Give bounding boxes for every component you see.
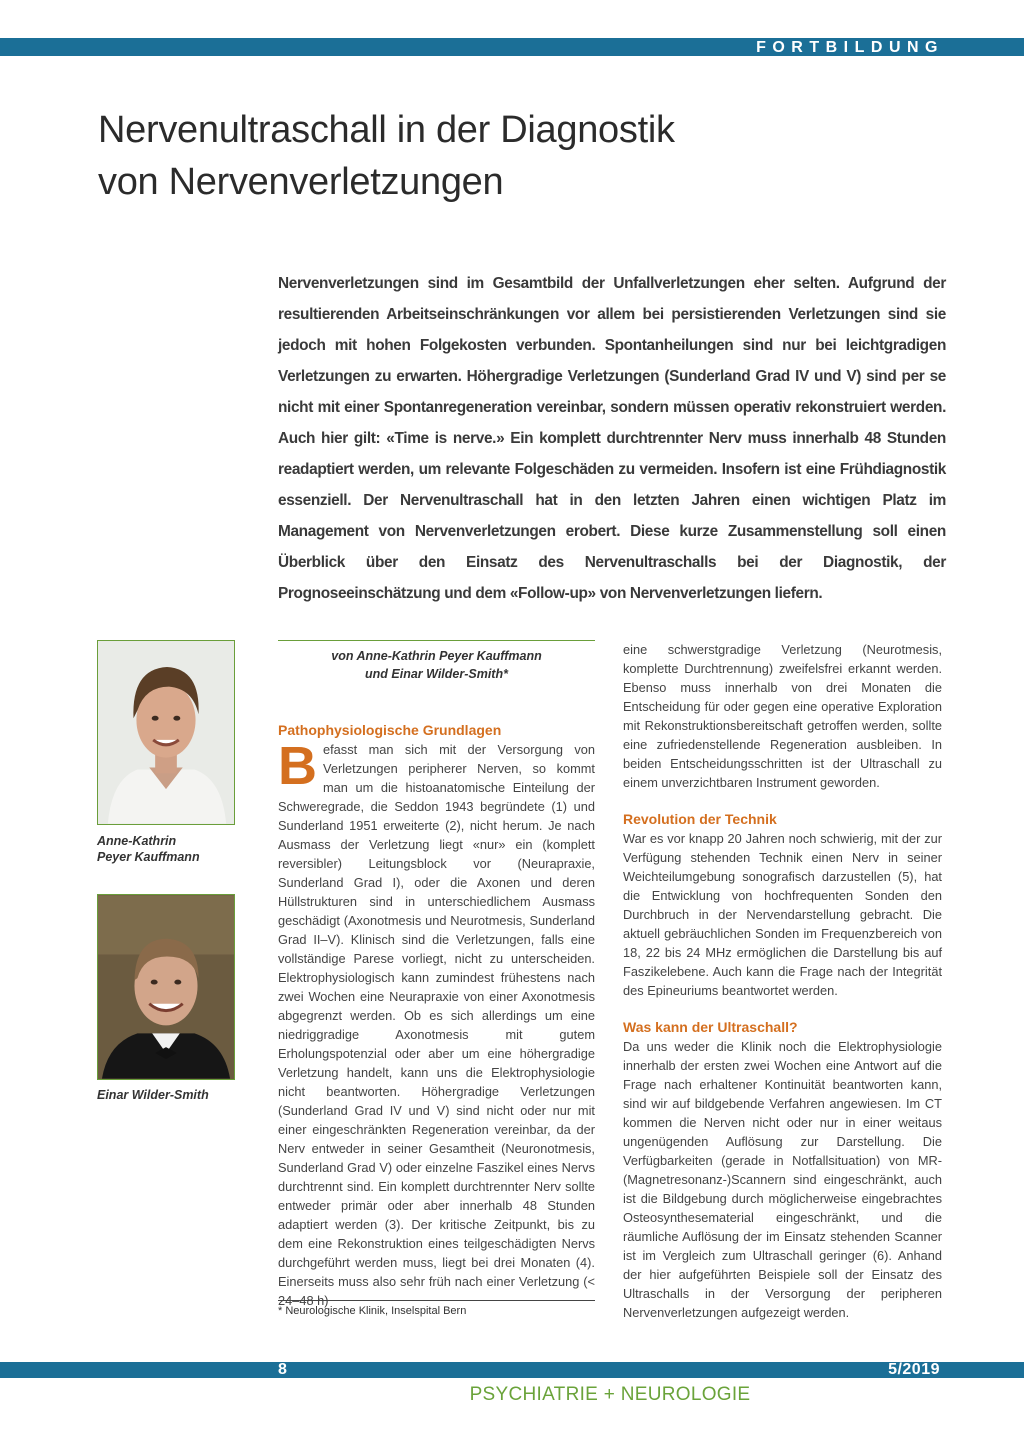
lead-paragraph: Nervenverletzungen sind im Gesamtbild der Unfallverletzungen eher selten. Aufgrund der resultierenden Arbeitseinschränkungen vor allem bei persistierenden Verletzungen sind sie jedoch mit hohen Folgekosten verbunden. Spontanheilungen sind nur bei leichtgradigen Verletzungen zu erwarten. Höhergradige Verletzungen (Sunderland Grad IV und V) sind per se nicht mit einer Spontanregeneration vereinbar, sondern müssen operativ rekonstruiert werden. Auch hier gilt: «Time is nerve.» Ein komplett durchtrennter Nerv muss innerhalb 48 Stunden readaptiert werden, um relevante Folgeschäden zu vermeiden. Insofern ist eine Frühdiagnostik essenziell. Der Nervenultraschall hat in den letzten Jahren einen wichtigen Platz im Management von Nervenverletzungen erobert. Diese kurze Zusammenstellung soll einen Überblick über den Einsatz des Nervenultraschalls bei der Diagnostik, der Prognoseeinschätzung und dem «Follow-up» von Nervenverletzungen liefern. bbox=[278, 275, 946, 602]
portrait-woman-image bbox=[98, 641, 234, 824]
footnote-rule bbox=[278, 1300, 595, 1301]
heading-revolution-technik: Revolution der Technik bbox=[623, 811, 777, 827]
byline-line-2: und Einar Wilder-Smith* bbox=[365, 667, 508, 681]
byline bbox=[278, 641, 595, 683]
footnote: * Neurologische Klinik, Inselspital Bern bbox=[278, 1305, 467, 1317]
paragraph-pathophysiologie-text: efasst man sich mit der Versorgung von Verletzungen peripherer Nerven, so kommt man um die histoanatomische Einteilung der Schweregrade, die Seddon 1943 begründete (1) und Sunderland 1951 erweiterte (2), nicht herum. Je nach Ausmass der Verletzung liegt «nur» ein (komplett reversibler) Leitungsblock vor (Neurapraxie, Sunderland Grad I), oder die Axonen und deren Hüllstrukturen sind in unterschiedlichem Ausmass geschädigt (Axonotmesis und Neurotmesis, Sunderland Grad II–V). Klinisch sind die Verletzungen, falls eine vollständige Parese vorliegt, nicht zu unterscheiden. Elektrophysiologisch kann zumindest frühestens nach zwei Wochen eine Neurapraxie von einer Axonotmesis abgegrenzt werden. Ob es sich allerdings um eine niedriggradige Axonotmesis mit gutem Erholungspotenzial oder aber um eine höhergradige Verletzung handelt, kann uns die Elektrophysiologie nicht beantworten. Höhergradige Verletzungen (Sunderland Grad IV und V) sind nicht oder nur mit einer eingeschränkten Regeneration vereinbar, da der Nerv entweder in seiner Gesamtheit (Neuronotmesis, Sunderland Grad V) oder einzelne Faszikel eines Nervs durchtrennt sind. Ein komplett durchtrennter Nerv sollte entweder primär oder aber innerhalb 48 Stunden adaptiert werden (3). Der kritische Zeitpunkt, bis zu dem eine Rekonstruktion eines teilgeschädigten Nervs durchgeführt werden muss, liegt bei drei Monaten (4). Einerseits muss also sehr früh nach einer Verletzung (< 24–48 h) bbox=[278, 742, 595, 1308]
byline-line-1: von Anne-Kathrin Peyer Kauffmann bbox=[331, 649, 542, 663]
paragraph-was-kann-ultraschall: Da uns weder die Klinik noch die Elektrophysiologie innerhalb der ersten zwei Wochen eine Antwort auf die Frage nach erhaltener Kontinuität beantworten kann, sind wir auf bildgebende Verfahren angewiesen. Im CT kommen die Nerven nicht oder nur in einer weitaus ungenügenden Auflösung zur Darstellung. Die Verfügbarkeiten (gerade in Notfallsituation) von MR-(Magnetresonanz-)Scannern sind eingeschränkt, auch ist die Bildgebung durch möglicherweise eingebrachtes Osteosynthesematerial eingeschränkt, und die räumliche Auflösung der im Einsatz stehenden Scanner ist im Vergleich zum Ultraschall geringer (6). Anhand der hier aufgeführten Beispiele soll der Einsatz des Ultraschalls in der Versorgung der peripheren Nervenverletzungen aufgezeigt werden. bbox=[623, 1039, 942, 1320]
author-photo-1 bbox=[97, 640, 235, 825]
drop-cap: B bbox=[278, 736, 317, 796]
heading-pathophysiologie: Pathophysiologische Grundlagen bbox=[278, 722, 502, 738]
paragraph-revolution-technik: War es vor knapp 20 Jahren noch schwierig, mit der zur Verfügung stehenden Technik einen Nerv in seiner Weichteilumgebung sonografisch darzustellen (5), hat die Entwicklung von hochfrequenten Sonden den Durchbruch in der Nervendarstellung gebracht. Die aktuell gebräuchlichen Sonden im Frequenzbereich von 18, 22 bis 24 MHz ermöglichen die Darstellung bis auf Faszikelebene. Auch kann die Frage nach der Integrität des Epineuriums beantwortet werden. bbox=[623, 831, 942, 998]
issue-label: 5/2019 bbox=[888, 1361, 940, 1378]
author-caption-1 bbox=[97, 833, 247, 865]
author-1-lastname: Peyer Kauffmann bbox=[97, 850, 200, 864]
page-number: 8 bbox=[278, 1361, 287, 1378]
bottom-color-bar bbox=[0, 1362, 1024, 1378]
author-photo-2 bbox=[97, 894, 235, 1080]
heading-was-kann-ultraschall: Was kann der Ultraschall? bbox=[623, 1019, 798, 1035]
paragraph-pathophysiologie bbox=[278, 736, 595, 1310]
author-1-firstname: Anne-Kathrin bbox=[97, 834, 177, 848]
text-column-right bbox=[623, 640, 942, 1322]
title-line-1: Nervenultraschall in der Diagnostik bbox=[98, 109, 675, 151]
paragraph-continuation: eine schwerstgradige Verletzung (Neurotmesis, komplette Durchtrennung) zweifelsfrei erkannt werden. Ebenso muss innerhalb von drei Monaten die Entscheidung für oder gegen eine operative Exploration mit Rekonstruktionsbereitschaft getroffen werden, sollte eine zufriedenstellende Regeneration ausbleiben. In beiden Entscheidungsschritten ist der Ultraschall zu einem unverzichtbaren Instrument geworden. bbox=[623, 642, 942, 790]
text-column-middle bbox=[278, 640, 595, 1310]
journal-name: PSYCHIATRIE + NEUROLOGIE bbox=[469, 1384, 751, 1405]
article-title bbox=[98, 104, 918, 208]
section-label: FORTBILDUNG bbox=[756, 39, 944, 56]
title-line-2: von Nervenverletzungen bbox=[98, 161, 504, 203]
portrait-man-image bbox=[98, 895, 234, 1079]
author-caption-2: Einar Wilder-Smith bbox=[97, 1088, 209, 1102]
